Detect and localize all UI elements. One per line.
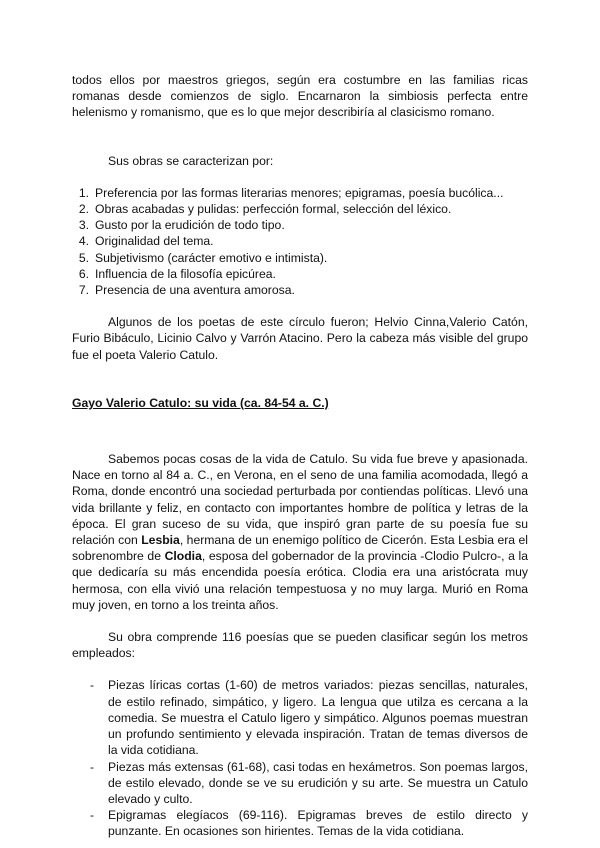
clodia-name: Clodia xyxy=(164,549,202,564)
features-intro: Sus obras se caracterizan por: xyxy=(108,153,274,168)
list-item: - Epigramas elegíacos (69-116). Epigramas breves de estilo directo y punzante. En ocasiones son hirientes. Temas de la vida cotidiana. xyxy=(90,808,528,839)
life-paragraph: Sabemos pocas cosas de la vida de Catulo. Su vida fue breve y apasionada. Nace en torno al 84 a. C., en Verona, en el seno de una familia acomodada, llegó a Roma, donde encontró una sociedad perturbada por contiendas políticas. Llevó una vida brillante y feliz, en contacto con importantes hombre de política y letras de la época. El gran suceso de su vida, que inspiró gran parte de su poesía fue su relación con Lesbia, hermana de un enemigo político de Cicerón. Esta Lesbia era el sobrenombre de Clodia, esposa del gobernador de la provincia -Clodio Pulcro-, a la que dedicaría su más encendida poesía erótica. Clodia era una aristócrata muy hermosa, con ella vivió una relación tempestuosa y no muy larga. Murió en Roma muy joven, en torno a los treinta años. xyxy=(72,452,528,612)
works-intro: Su obra comprende 116 poesías que se pueden clasificar según los metros empleados: xyxy=(72,630,528,661)
features-list xyxy=(72,185,528,298)
list-item: 2. Obras acabadas y pulidas: perfección formal, selección del léxico. xyxy=(78,202,452,217)
lesbia-name: Lesbia xyxy=(141,533,180,548)
list-item: - Piezas más extensas (61-68), casi todas en hexámetros. Son poemas largos, de estilo elevado, donde se ve su erudición y su arte. Se muestra un Catulo elevado y culto. xyxy=(90,759,528,806)
list-item: 1. Preferencia por las formas literarias menores; epigramas, poesía bucólica... xyxy=(78,185,504,200)
list-item: 4. Originalidad del tema. xyxy=(78,234,214,249)
list-item: - Piezas líricas cortas (1-60) de metros variados: piezas sencillas, naturales, de estilo refinado, simpático, y ligero. La lengua que utilza es cercana a la comedia. Se muestra el Catulo ligero y simpático. Algunos poemas muestran un profundo sentimiento y elevada inspiración. Tratan de temas diversos de la vida cotidiana. xyxy=(90,678,528,758)
page-content xyxy=(72,72,528,840)
list-item: 3. Gusto por la erudición de todo tipo. xyxy=(78,218,285,233)
list-item: 5. Subjetivismo (carácter emotivo e intimista). xyxy=(78,250,328,265)
works-list xyxy=(72,677,528,839)
poets-paragraph: Algunos de los poetas de este círculo fueron; Helvio Cinna,Valerio Catón, Furio Bibáculo, Licinio Calvo y Varrón Atacino. Pero la cabeza más visible del grupo fue el poeta Valerio Catulo. xyxy=(72,315,528,362)
list-item: 6. Influencia de la filosofía epicúrea. xyxy=(78,266,276,281)
section-heading: Gayo Valerio Catulo: su vida (ca. 84-54 a. C.) xyxy=(72,395,329,410)
intro-paragraph: todos ellos por maestros griegos, según era costumbre en las familias ricas romanas desde comienzos de siglo. Encarnaron la simbiosis perfecta entre helenismo y romanismo, que es lo que mejor describiría al clasicismo romano. xyxy=(72,73,528,120)
list-item: 7. Presencia de una aventura amorosa. xyxy=(78,283,295,298)
